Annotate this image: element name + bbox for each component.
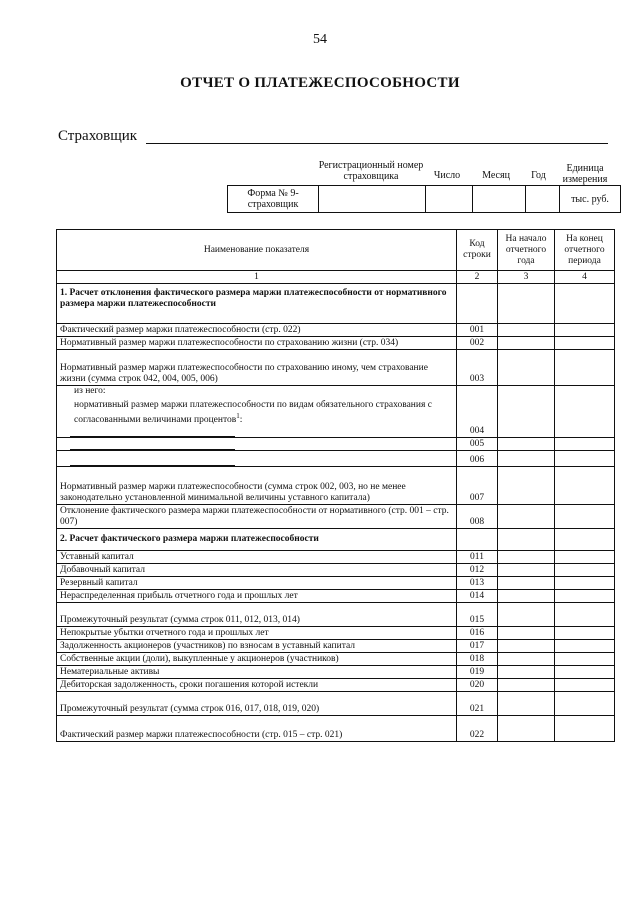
value-start[interactable]	[498, 627, 555, 640]
value-end[interactable]	[555, 505, 615, 529]
page-title: ОТЧЕТ О ПЛАТЕЖЕСПОСОБНОСТИ	[180, 75, 460, 91]
value-start[interactable]	[498, 666, 555, 679]
row-label: Нормативный размер маржи платежеспособности по страхованию иному, чем страхование жизни (сумма строк 042, 004, 005, 006)	[57, 350, 457, 386]
value-end[interactable]	[555, 577, 615, 590]
value-start[interactable]	[498, 324, 555, 337]
form-name: Форма № 9-страховщик	[228, 186, 319, 213]
value-end[interactable]	[555, 350, 615, 386]
section-title: 1. Расчет отклонения фактического размера маржи платежеспособности от нормативного размера маржи платежеспособности	[57, 284, 457, 324]
table-row	[57, 603, 615, 627]
row-label: Фактический размер маржи платежеспособности (стр. 022)	[57, 324, 457, 337]
unit-header: Единица измерения	[562, 163, 608, 185]
row-label: Непокрытые убытки отчетного года и прошлых лет	[57, 627, 457, 640]
value-end[interactable]	[555, 438, 615, 451]
row-code: 007	[457, 467, 498, 505]
table-row	[57, 653, 615, 666]
value-start[interactable]	[498, 640, 555, 653]
value-end[interactable]	[555, 653, 615, 666]
value-end[interactable]	[555, 590, 615, 603]
row-code: 011	[457, 551, 498, 564]
row-code: 005	[457, 438, 498, 451]
header-name: Наименование показателя	[57, 230, 457, 271]
value-start[interactable]	[498, 564, 555, 577]
value-start[interactable]	[498, 603, 555, 627]
value-end[interactable]	[555, 716, 615, 742]
row-code: 001	[457, 324, 498, 337]
table-row	[57, 692, 615, 716]
table-row	[57, 666, 615, 679]
table-row	[57, 564, 615, 577]
row-code: 004	[457, 386, 498, 438]
value-start[interactable]	[498, 451, 555, 467]
value-start[interactable]	[498, 590, 555, 603]
row-code: 008	[457, 505, 498, 529]
row-label: Собственные акции (доли), выкупленные у акционеров (участников)	[57, 653, 457, 666]
row-label: Резервный капитал	[57, 577, 457, 590]
row-label: Промежуточный результат (сумма строк 016, 017, 018, 019, 020)	[57, 692, 457, 716]
table-row	[57, 577, 615, 590]
row-code: 015	[457, 603, 498, 627]
row-code: 013	[457, 577, 498, 590]
value-end[interactable]	[555, 564, 615, 577]
month-header: Месяц	[482, 170, 510, 181]
value-start[interactable]	[498, 350, 555, 386]
value-end[interactable]	[555, 679, 615, 692]
value-end[interactable]	[555, 640, 615, 653]
table-row	[57, 350, 615, 386]
table-row	[57, 640, 615, 653]
col-number: 1	[57, 271, 457, 284]
table-row	[57, 451, 615, 467]
row-label: Добавочный капитал	[57, 564, 457, 577]
table-row	[57, 438, 615, 451]
row-code: 021	[457, 692, 498, 716]
row-code: 002	[457, 337, 498, 350]
row-code: 016	[457, 627, 498, 640]
row-label: Задолженность акционеров (участников) по взносам в уставный капитал	[57, 640, 457, 653]
value-end[interactable]	[555, 451, 615, 467]
header-end: На конец отчетного периода	[555, 230, 615, 271]
row-code: 006	[457, 451, 498, 467]
row-code: 003	[457, 350, 498, 386]
value-end[interactable]	[555, 467, 615, 505]
row-label: Промежуточный результат (сумма строк 011, 012, 013, 014)	[57, 603, 457, 627]
row-label: Фактический размер маржи платежеспособности (стр. 015 – стр. 021)	[57, 716, 457, 742]
value-start[interactable]	[498, 653, 555, 666]
col-number: 2	[457, 271, 498, 284]
row-label: Нормативный размер маржи платежеспособности по страхованию жизни (стр. 034)	[57, 337, 457, 350]
insurer-field[interactable]	[146, 143, 608, 144]
table-row	[57, 716, 615, 742]
table-row	[57, 467, 615, 505]
value-end[interactable]	[555, 337, 615, 350]
blank-line[interactable]	[70, 455, 235, 466]
value-start[interactable]	[498, 505, 555, 529]
value-end[interactable]	[555, 551, 615, 564]
col-number: 4	[555, 271, 615, 284]
reg-number-header: Регистрационный номер страховщика	[318, 160, 424, 182]
value-end[interactable]	[555, 603, 615, 627]
table-row	[57, 337, 615, 350]
table-row	[57, 505, 615, 529]
value-start[interactable]	[498, 386, 555, 438]
row-code: 017	[457, 640, 498, 653]
row-code: 020	[457, 679, 498, 692]
row-code: 022	[457, 716, 498, 742]
year-header: Год	[531, 170, 546, 181]
header-code: Код строки	[457, 230, 498, 271]
table-row	[57, 551, 615, 564]
reg-number-cell[interactable]	[319, 186, 426, 213]
row-label: Дебиторская задолженность, сроки погашения которой истекли	[57, 679, 457, 692]
row-label: Нераспределенная прибыль отчетного года и прошлых лет	[57, 590, 457, 603]
blank-line[interactable]	[70, 426, 235, 437]
value-start[interactable]	[498, 679, 555, 692]
value-start[interactable]	[498, 467, 555, 505]
row-label: Нематериальные активы	[57, 666, 457, 679]
solvency-table	[56, 229, 615, 742]
value-start[interactable]	[498, 337, 555, 350]
table-row	[57, 324, 615, 337]
row-sublabel: из него:	[74, 386, 106, 396]
insurer-label: Страховщик	[58, 128, 138, 144]
day-cell[interactable]	[426, 186, 473, 213]
page-number: 54	[313, 32, 327, 47]
unit-value: тыс. руб.	[560, 186, 621, 213]
row-code: 018	[457, 653, 498, 666]
table-row	[57, 679, 615, 692]
day-header: Число	[433, 170, 461, 181]
blank-line[interactable]	[70, 439, 235, 450]
table-row	[57, 386, 615, 438]
value-start[interactable]	[498, 716, 555, 742]
row-label: Отклонение фактического размера маржи платежеспособности от нормативного (стр. 001 – стр. 007)	[57, 505, 457, 529]
value-end[interactable]	[555, 386, 615, 438]
row-label: Уставный капитал	[57, 551, 457, 564]
year-cell[interactable]	[526, 186, 560, 213]
value-end[interactable]	[555, 324, 615, 337]
col-number: 3	[498, 271, 555, 284]
section-title: 2. Расчет фактического размера маржи платежеспособности	[57, 529, 457, 551]
value-start[interactable]	[498, 438, 555, 451]
header-start: На начало отчетного года	[498, 230, 555, 271]
form-id-table	[227, 185, 621, 213]
value-start[interactable]	[498, 577, 555, 590]
row-label: Нормативный размер маржи платежеспособности (сумма строк 002, 003, но не менее законодательно установленной минимальной величины уставного капитала)	[57, 467, 457, 505]
value-end[interactable]	[555, 666, 615, 679]
table-row	[57, 590, 615, 603]
row-code: 014	[457, 590, 498, 603]
value-end[interactable]	[555, 692, 615, 716]
value-start[interactable]	[498, 692, 555, 716]
month-cell[interactable]	[473, 186, 526, 213]
value-start[interactable]	[498, 551, 555, 564]
row-code: 019	[457, 666, 498, 679]
row-code: 012	[457, 564, 498, 577]
value-end[interactable]	[555, 627, 615, 640]
row-label: нормативный размер маржи платежеспособности по видам обязательного страхования с согласованными величинами процентов$^1$:	[74, 400, 432, 426]
table-row	[57, 627, 615, 640]
